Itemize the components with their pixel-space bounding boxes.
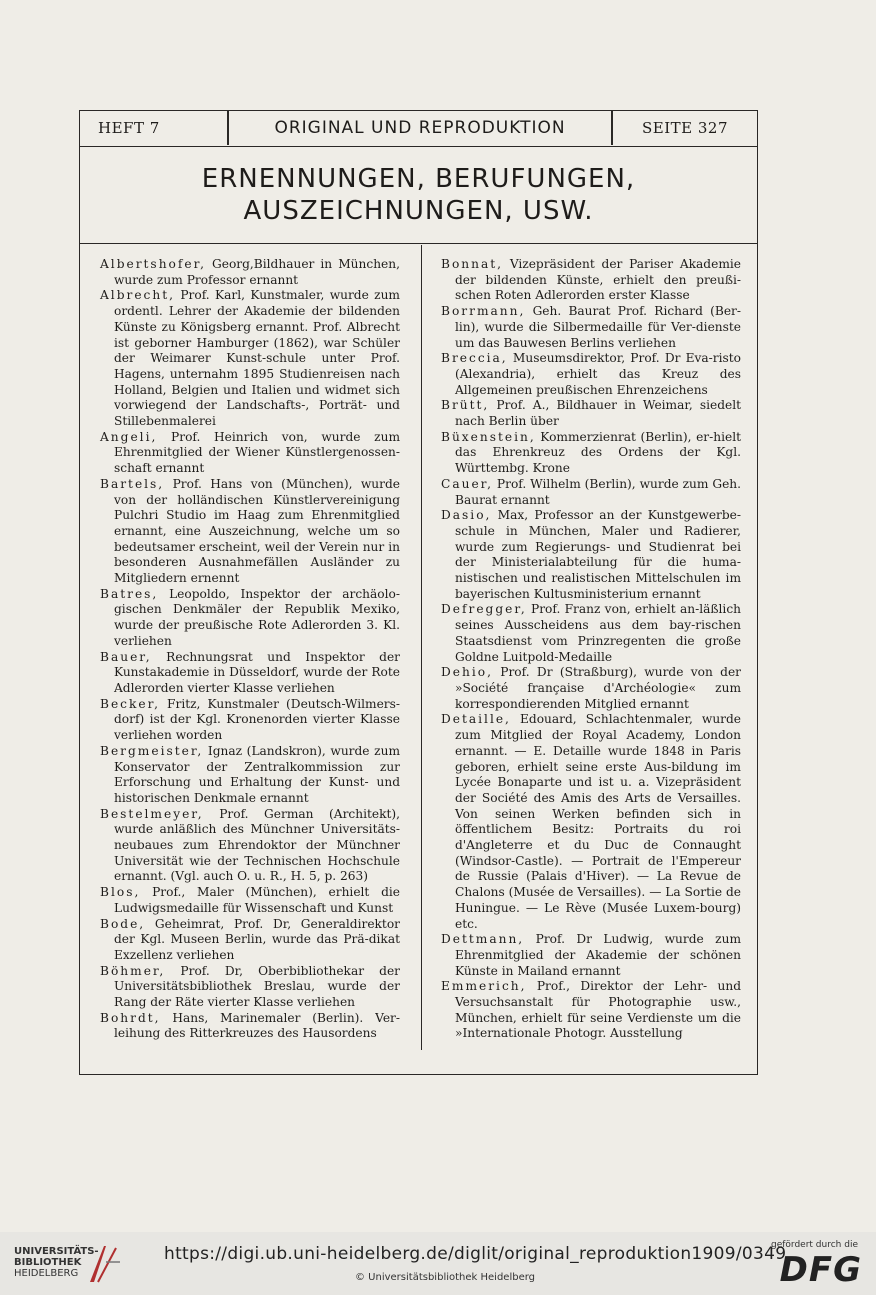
entry-text: Prof. Franz von, erhielt an-läßlich seines Ausscheidens aus dem bay-rischen Staatsdienst vom Prinzregenten die große Goldne Luitpold-Medaille	[455, 602, 741, 664]
entry-name: Bergmeister,	[100, 743, 204, 758]
entry-name: Brütt,	[441, 398, 490, 413]
entry-item	[100, 587, 400, 650]
library-logo-icon	[86, 1242, 124, 1286]
entry-text: Prof. Hans von (München), wurde von der holländischen Künstlervereinigung Pulchri Studio im Haag zum Ehrenmitglied ernannt, eine Auszeichnung, welche um so bedeutsamer erscheint, weil der Verein nur in besonderen Ausnahmefällen Ausländer zu Mitgliedern ernennt	[114, 476, 400, 586]
entry-item	[441, 477, 741, 508]
entry-text: Prof. A., Bildhauer in Weimar, siedelt nach Berlin über	[455, 398, 741, 429]
entry-item	[441, 430, 741, 477]
library-name-line1: UNIVERSITÄTS-	[14, 1246, 99, 1257]
entry-item	[441, 398, 741, 429]
entry-text: Hans, Marinemaler (Berlin). Ver-leihung des Ritterkreuzes des Hausordens	[114, 1010, 400, 1041]
article-title-line1: ERNENNUNGEN, BERUFUNGEN,	[201, 164, 636, 194]
entry-text: Prof. Wilhelm (Berlin), wurde zum Geh. Baurat ernannt	[455, 476, 742, 507]
entry-item	[100, 430, 400, 477]
entry-name: Dehio,	[441, 665, 493, 680]
entry-item	[441, 602, 741, 665]
right-column	[441, 257, 741, 1042]
column-divider	[421, 245, 422, 1050]
entry-text: Rechnungsrat und Inspektor der Kunstakademie in Düsseldorf, wurde der Rote Adlerorden vierter Klasse verliehen	[114, 649, 401, 695]
journal-title: ORIGINAL UND REPRODUKTION	[274, 118, 566, 138]
entry-text: Leopoldo, Inspektor der archäolo-gischen Denkmäler der Republik Mexiko, wurde der preußische Rote Adlerorden 3. Kl. verliehen	[114, 586, 400, 648]
entry-name: Blos,	[100, 885, 141, 900]
entry-item	[100, 744, 400, 807]
entry-name: Albertshofer,	[100, 257, 206, 271]
running-header	[80, 111, 757, 147]
entry-item	[441, 932, 741, 979]
entry-item	[100, 650, 400, 697]
entry-name: Angeli,	[100, 429, 158, 444]
page-url-link[interactable]: https://digi.ub.uni-heidelberg.de/diglit/original_reproduktion1909/0349	[164, 1244, 787, 1264]
entry-name: Dettmann,	[441, 932, 525, 947]
article-title-line2: AUSZEICHNUNGEN, USW.	[243, 196, 594, 226]
issue-number: HEFT 7	[98, 119, 160, 137]
entry-name: Bartels,	[100, 476, 165, 491]
entry-name: Cauer,	[441, 476, 494, 491]
entry-item	[441, 351, 741, 398]
entry-name: Albrecht,	[100, 288, 175, 303]
copyright-notice: © Universitätsbibliothek Heidelberg	[355, 1272, 536, 1283]
entry-item	[441, 712, 741, 932]
entry-text: Prof. Dr, Oberbibliothekar der Universitätsbibliothek Breslau, wurde der Rang der Räte vierter Klasse verliehen	[114, 963, 401, 1010]
entry-text: Kommerzienrat (Berlin), er-hielt das Ehrenkreuz des Ordens der Kgl. Württembg. Krone	[455, 429, 741, 476]
entry-text: Fritz, Kunstmaler (Deutsch-Wilmers-dorf) ist der Kgl. Kronenorden vierter Klasse verliehen worden	[114, 696, 400, 743]
entry-name: Becker,	[100, 696, 160, 711]
entry-item	[441, 979, 741, 1042]
entry-name: Emmerich,	[441, 979, 527, 994]
left-column	[100, 257, 400, 1042]
entry-text: Vizepräsident der Pariser Akademie der bildenden Künste, erhielt den preußi-schen Roten Adlerorden erster Klasse	[455, 257, 741, 303]
entry-name: Bonnat,	[441, 257, 504, 271]
entry-text: Georg,Bildhauer in München, wurde zum Professor ernannt	[114, 257, 400, 287]
entry-name: Defregger,	[441, 602, 527, 617]
entry-text: Geh. Baurat Prof. Richard (Ber-lin), wurde die Silbermedaille für Ver-dienste um das Bauwesen Berlins verliehen	[455, 304, 741, 350]
entry-name: Borrmann,	[441, 304, 526, 319]
digital-library-footer	[0, 1232, 876, 1295]
entry-text: Prof. Heinrich von, wurde zum Ehrenmitglied der Wiener Künstlergenossen-schaft ernannt	[114, 429, 401, 476]
entry-item	[100, 1011, 400, 1042]
entry-item	[100, 697, 400, 744]
entry-item	[100, 257, 400, 288]
entry-text: Prof. German (Architekt), wurde anläßlich des Münchner Universitäts-neubaues zum Ehrendoktor der Münchner Universität wie der Technischen Hochschule ernannt. (Vgl. auch O. u. R., H. 5, p. 263)	[114, 806, 400, 884]
entry-item	[441, 304, 741, 351]
entry-name: Böhmer,	[100, 963, 166, 978]
entry-item	[100, 288, 400, 429]
article-title-box	[80, 147, 757, 244]
entry-text: Max, Professor an der Kunstgewerbe-schule in München, Maler und Radierer, wurde zum Regierungs- und Studienrat bei der Ministerialabteilung für die huma-nistischen und realistischen Mittelschulen im bayerischen Kultusministerium ernannt	[455, 508, 741, 601]
entry-item	[441, 508, 741, 602]
entry-text: Edouard, Schlachtenmaler, wurde zum Mitglied der Royal Academy, London ernannt. — E. Detaille wurde 1848 in Paris geboren, erhielt seine erste Aus-bildung im Lycée Bonaparte und ist u. a. Vizepräsident der Société des Amis des Arts de Versailles. Von seinen Werken befinden sich in öffentlichem Besitz: Portraits du roi d'Angleterre et du Duc de Connaught (Windsor-Castle). — Portrait de l'Empereur de Russie (Palais d'Hiver). — La Revue de Chalons (Musée de Versailles). — La Sortie de Huningue. — Le Rève (Musée Luxem-bourg) etc.	[455, 712, 742, 931]
dfg-logo: DFG	[779, 1250, 862, 1290]
entry-name: Bauer,	[100, 649, 152, 664]
entry-text: Prof. Dr (Straßburg), wurde von der »Société française d'Archéologie« zum korrespondierenden Mitglied ernannt	[455, 665, 741, 711]
entry-item	[100, 917, 400, 964]
entry-text: Ignaz (Landskron), wurde zum Konservator der Zentralkommission zur Erforschung und Erhaltung der Kunst- und historischen Denkmale ernannt	[114, 743, 400, 805]
entry-name: Bode,	[100, 916, 146, 931]
entry-item	[100, 807, 400, 886]
entry-item	[441, 665, 741, 712]
funding-notice: gefördert durch die	[771, 1240, 858, 1250]
entry-text: Prof., Maler (München), erhielt die Ludwigsmedaille für Wissenschaft und Kunst	[114, 885, 401, 915]
entry-text: Museumsdirektor, Prof. Dr Eva-risto (Alexandria), erhielt das Kreuz des Allgemeinen preußischen Ehrenzeichens	[455, 351, 742, 397]
entry-name: Bohrdt,	[100, 1010, 161, 1025]
entry-text: Geheimrat, Prof. Dr, Generaldirektor der Kgl. Museen Berlin, wurde das Prä-dikat Exzellenz verliehen	[114, 916, 400, 962]
entry-item	[100, 477, 400, 587]
page-frame	[79, 110, 758, 1075]
entry-item	[100, 964, 400, 1011]
entry-name: Büxenstein,	[441, 429, 536, 444]
entry-item	[441, 257, 741, 304]
entry-name: Bestelmeyer,	[100, 806, 204, 821]
entry-item	[100, 885, 400, 916]
entry-name: Dasio,	[441, 508, 492, 523]
entry-name: Breccia,	[441, 351, 508, 366]
entry-name: Detaille,	[441, 712, 511, 727]
library-name-line3: HEIDELBERG	[14, 1268, 79, 1279]
entry-text: Prof. Dr Ludwig, wurde zum Ehrenmitglied der Akademie der schönen Künste in Mailand ernannt	[455, 932, 742, 978]
entry-text: Prof. Karl, Kunstmaler, wurde zum ordentl. Lehrer der Akademie der bildenden Künste zu Königsberg ernannt. Prof. Albrecht ist geborner Hamburger (1862), war Schüler der Weimarer Kunst-schule unter Prof. Hagens, unternahm 1895 Studienreisen nach Holland, Belgien und Italien und widmet sich vorwiegend der Landschafts-, Porträt- und Stillebenmalerei	[114, 288, 400, 429]
entry-name: Batres,	[100, 586, 159, 601]
entry-text: Prof., Direktor der Lehr- und Versuchsanstalt für Photographie usw., München, erhielt für seine Verdienste um die »Internationale Photogr. Ausstellung	[455, 979, 741, 1041]
page-number: SEITE 327	[641, 119, 728, 137]
library-name-line2: BIBLIOTHEK	[14, 1257, 82, 1268]
